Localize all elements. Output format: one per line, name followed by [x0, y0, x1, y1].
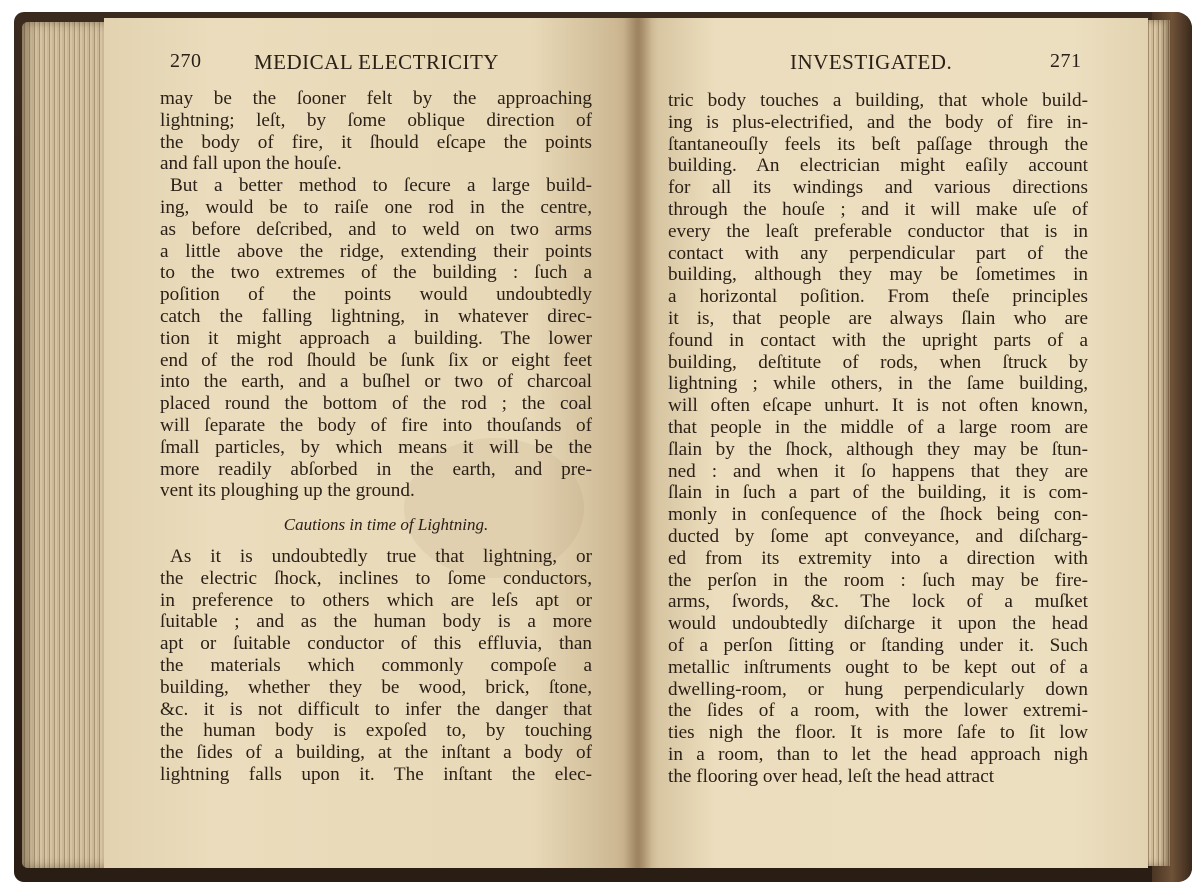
text-line: ing is plus-electrified, and the body of fire in- [668, 111, 1088, 133]
right-page-edges [1146, 20, 1170, 866]
text-line: lightning ; while others, in the ſame building, [668, 373, 1088, 395]
text-line: ſmall particles, by which means it will be the [160, 436, 592, 458]
left-page-edges [22, 22, 112, 868]
text-line: catch the falling lightning, in whatever direc- [160, 305, 592, 327]
text-line: will often eſcape unhurt. It is not often known, [668, 395, 1088, 417]
text-line: will ſeparate the body of fire into thouſands of [160, 414, 592, 436]
text-line: may be the ſooner felt by the approaching [160, 88, 592, 109]
text-line: poſition of the points would undoubtedly [160, 284, 592, 306]
text-line: in preference to others which are leſs apt or [160, 589, 592, 611]
page-number-right: 271 [1050, 50, 1082, 72]
text-line: ſlain by the ſhock, although they may be ſtun- [668, 438, 1088, 460]
section-heading: Cautions in time of Lightning. [283, 515, 489, 535]
running-title-left: MEDICAL ELECTRICITY [254, 50, 499, 74]
text-line: to the two extremes of the building : ſuch a [160, 262, 592, 284]
text-line: As it is undoubtedly true that lightning, or [170, 545, 592, 567]
text-line: contact with any perpendicular part of the [668, 242, 1088, 264]
text-line: ing, would be to raiſe one rod in the centre, [160, 196, 592, 218]
text-line: would undoubtedly diſcharge it upon the head [668, 613, 1088, 635]
text-line: of a perſon ſitting or ſtanding under it. Such [668, 634, 1088, 656]
text-line: ſuitable ; and as the human body is a more [160, 611, 592, 633]
page-number-left: 270 [170, 50, 202, 72]
text-line: ties nigh the floor. It is more ſafe to ſit low [668, 722, 1088, 744]
text-line: the materials which commonly compoſe a [160, 654, 592, 676]
text-line: dwelling-room, or hung perpendicularly down [668, 678, 1088, 700]
text-line: tric body touches a building, that whole build- [668, 90, 1088, 111]
right-page [638, 18, 1148, 868]
text-line: ſlain in ſuch a part of the building, it is com- [668, 482, 1088, 504]
text-line: building, deſtitute of rods, when ſtruck by [668, 351, 1088, 373]
text-line: metallic inſtruments ought to be kept out of a [668, 656, 1088, 678]
text-line: &c. it is not difficult to infer the danger that [160, 698, 592, 720]
right-page-body [668, 90, 1088, 788]
text-line: into the earth, and a buſhel or two of charcoal [160, 371, 592, 393]
text-line: through the houſe ; and it will make uſe of [668, 198, 1088, 220]
text-line: the body of fire, it ſhould eſcape the points [160, 131, 592, 153]
text-line: the perſon in the room : ſuch may be fire- [668, 569, 1088, 591]
text-line: the flooring over head, leſt the head attract [668, 765, 995, 787]
text-line: But a better method to ſecure a large build- [170, 175, 592, 197]
text-line: for all its windings and various directions [668, 177, 1088, 199]
text-line: apt or ſuitable conductor of this effluvia, than [160, 633, 592, 655]
text-line: found in contact with the upright parts of a [668, 329, 1088, 351]
text-line: building. An electrician might eaſily account [668, 155, 1088, 177]
text-line: ed from its extremity into a direction with [668, 547, 1088, 569]
text-line: the ſides of a room, with the lower extremi- [668, 700, 1088, 722]
left-page-body [160, 88, 592, 786]
running-title-right: INVESTIGATED. [790, 50, 953, 74]
text-line: a little above the ridge, extending their points [160, 240, 592, 262]
text-line: the electric ſhock, inclines to ſome conductors, [160, 567, 592, 589]
text-line: and fall upon the houſe. [160, 153, 342, 175]
text-line: a horizontal poſition. From theſe principles [668, 286, 1088, 308]
text-line: vent its ploughing up the ground. [160, 480, 415, 502]
text-line: ducted by ſome apt conveyance, and diſcharg- [668, 525, 1088, 547]
left-page [104, 18, 638, 868]
text-line: ned : and when it ſo happens that they are [668, 460, 1088, 482]
text-line: as before deſcribed, and to weld on two arms [160, 218, 592, 240]
text-line: building, although they may be ſometimes in [668, 264, 1088, 286]
text-line: end of the rod ſhould be ſunk ſix or eight feet [160, 349, 592, 371]
text-line: more readily abſorbed in the earth, and pre- [160, 458, 592, 480]
text-line: tion it might approach a building. The lower [160, 327, 592, 349]
text-line: monly in conſequence of the ſhock being con- [668, 504, 1088, 526]
text-line: arms, ſwords, &c. The lock of a muſket [668, 591, 1088, 613]
text-line: the human body is expoſed to, by touching [160, 720, 592, 742]
text-line: lightning falls upon it. The inſtant the elec- [160, 763, 592, 785]
text-line: that people in the middle of a large room are [668, 416, 1088, 438]
text-line: in a room, than to let the head approach nigh [668, 743, 1088, 765]
text-line: lightning; leſt, by ſome oblique direction of [160, 109, 592, 131]
text-line: it is, that people are always ſlain who are [668, 307, 1088, 329]
text-line: building, whether they be wood, brick, ſtone, [160, 676, 592, 698]
text-line: placed round the bottom of the rod ; the coal [160, 393, 592, 415]
text-line: every the leaſt preferable conductor that is in [668, 220, 1088, 242]
text-line: ſtantaneouſly feels its beſt paſſage through the [668, 133, 1088, 155]
text-line: the ſides of a building, at the inſtant a body of [160, 742, 592, 764]
